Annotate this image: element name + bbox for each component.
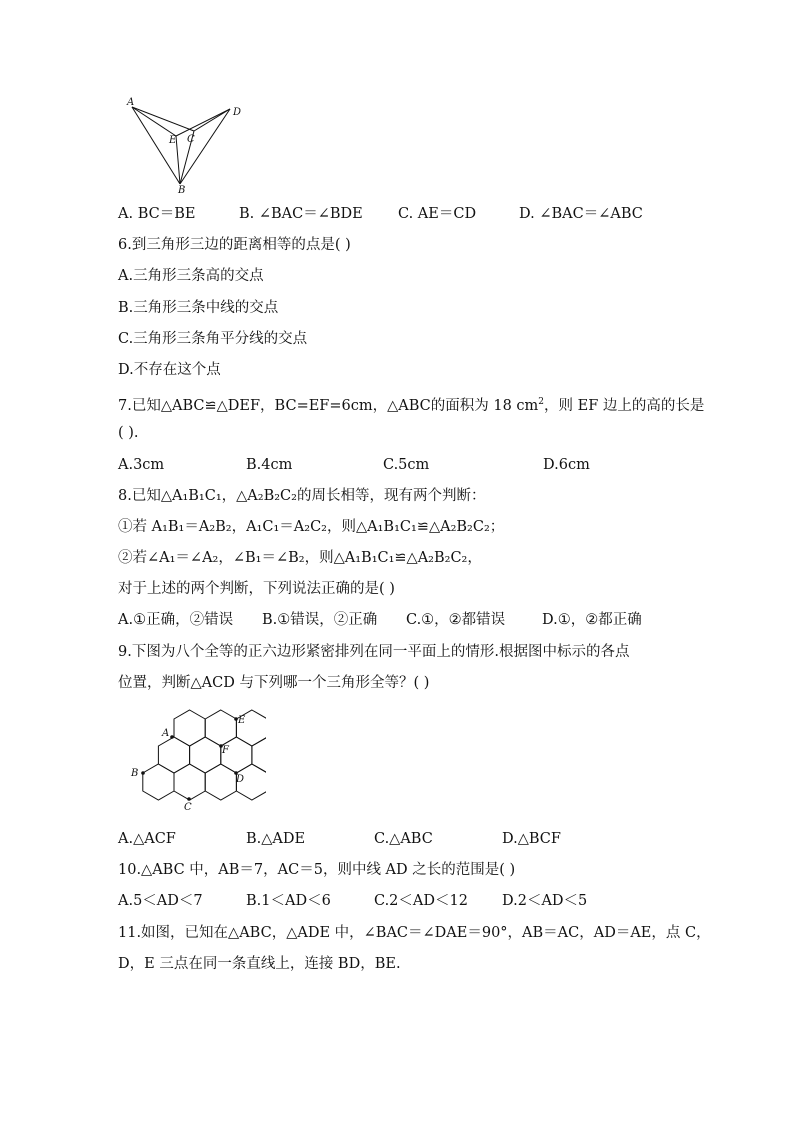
hexagon-cell [143,764,174,800]
q7-option-d: D.6cm [543,457,590,473]
q6-option-d: D.不存在这个点 [118,362,221,378]
q6-option-a: A.三角形三条高的交点 [118,268,264,284]
q5-option-b: B. ∠BAC＝∠BDE [239,206,363,222]
q9-option-d: D.△BCF [502,831,561,847]
q9-option-a: A.△ACF [118,831,176,847]
figure1-label-e: E [169,135,177,146]
figure2-label-d: D [236,774,245,785]
q7-option-c: C.5cm [383,457,430,473]
q7-stem-main: 7.已知△ABC≌△DEF，BC=EF=6cm，△ABC的面积为 18 cm [118,397,539,414]
q6-stem: 6.到三角形三边的距离相等的点是( ) [118,237,351,253]
q7-stem-line2: ( ). [118,425,139,441]
hexagon-cell [174,710,205,746]
figure2-label-e: E [238,715,246,726]
figure1-label-d: D [233,107,242,118]
q7-option-a: A.3cm [118,457,165,473]
q5-option-d: D. ∠BAC＝∠ABC [519,206,643,222]
figure2-label-c: C [184,802,192,813]
q11-stem-line1: 11.如图，已知在△ABC，△ADE 中，∠BAC＝∠DAE＝90°，AB＝AC，AD＝AE，点 C， [118,925,711,941]
q9-stem-line2: 位置，判断△ACD 与下列哪一个三角形全等？( ) [118,675,430,691]
q9-stem-line1: 9.下图为八个全等的正六边形紧密排列在同一平面上的情形.根据图中标示的各点 [118,644,630,660]
q10-option-a: A.5＜AD＜7 [118,893,203,909]
q6-option-b: B.三角形三条中线的交点 [118,300,279,316]
q7-stem-sup: 2 [538,397,545,407]
hexagon-cell [174,764,205,800]
figure2-label-b: B [131,768,139,779]
q8-option-a: A.①正确，②错误 [118,612,234,628]
figure-triangles [124,96,254,194]
q8-judgement-1: ①若 A₁B₁＝A₂B₂，A₁C₁＝A₂C₂，则△A₁B₁C₁≌△A₂B₂C₂； [118,519,505,535]
q6-option-c: C.三角形三条角平分线的交点 [118,331,308,347]
q5-option-a: A. BC＝BE [118,206,196,222]
figure2-label-f: F [222,745,229,756]
q10-option-c: C.2＜AD＜12 [374,893,468,909]
q8-option-c: C.①，②都错误 [406,612,506,628]
point-b-dot [141,771,145,775]
q8-stem: 8.已知△A₁B₁C₁，△A₂B₂C₂的周长相等，现有两个判断： [118,488,486,504]
q7-stem-tail: ，则 EF 边上的高的长是 [544,397,705,414]
point-a-dot [170,735,174,739]
q8-question: 对于上述的两个判断，下列说法正确的是( ) [118,581,395,597]
figure1-label-b: B [178,185,186,194]
q9-option-b: B.△ADE [246,831,306,847]
q10-option-b: B.1＜AD＜6 [246,893,331,909]
figure1-label-a: A [127,97,135,108]
q10-stem: 10.△ABC 中，AB＝7，AC＝5，则中线 AD 之长的范围是( ) [118,862,516,878]
q8-judgement-2: ②若∠A₁＝∠A₂，∠B₁＝∠B₂，则△A₁B₁C₁≌△A₂B₂C₂， [118,550,482,566]
q8-option-d: D.①，②都正确 [542,612,642,628]
hexagon-cell [158,737,189,773]
point-c-dot [187,797,191,801]
q10-option-d: D.2＜AD＜5 [502,893,588,909]
q5-option-c: C. AE＝CD [398,206,477,222]
q9-option-c: C.△ABC [374,831,433,847]
hexagon-cell [190,737,221,773]
q7-stem [118,392,704,416]
figure2-label-a: A [162,728,170,739]
q8-option-b: B.①错误，②正确 [262,612,378,628]
q11-stem-line2: D，E 三点在同一条直线上，连接 BD，BE. [118,956,401,972]
hexagon-cell [205,764,236,800]
hexagon-cell [205,710,236,746]
figure-hexagons [126,704,266,814]
q7-option-b: B.4cm [246,457,293,473]
figure1-label-c: C [187,134,195,145]
